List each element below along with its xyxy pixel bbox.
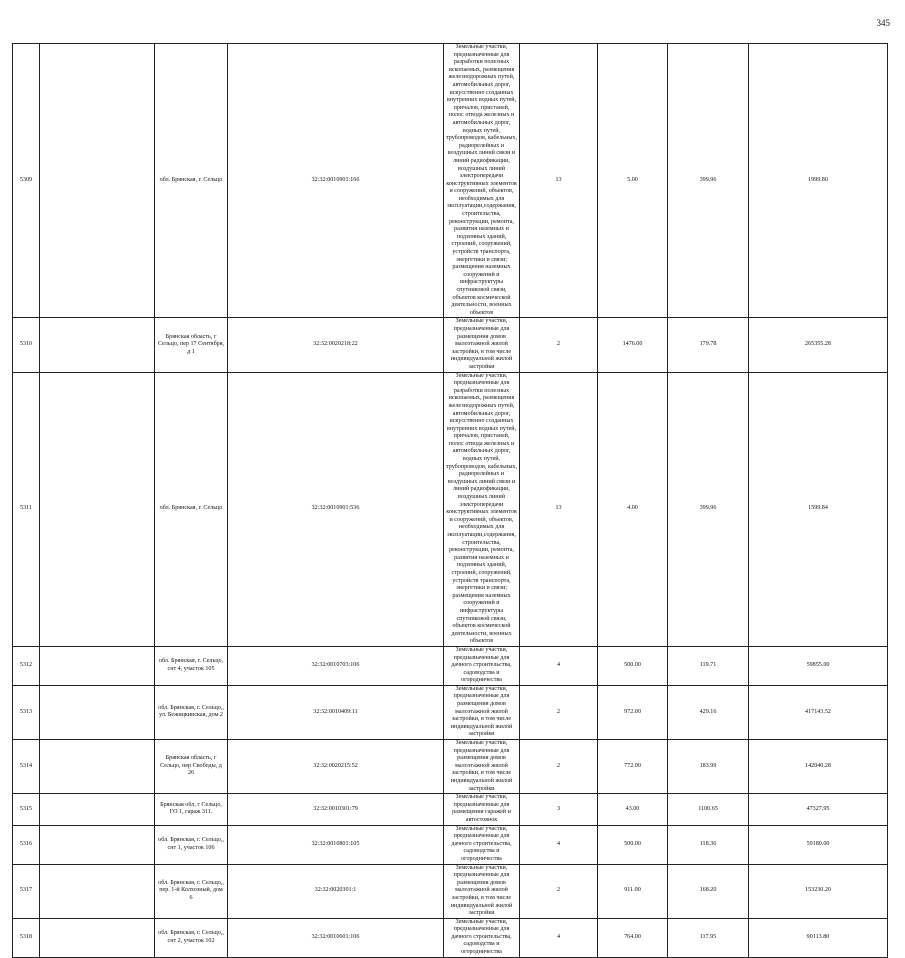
table-row bbox=[13, 685, 888, 739]
cell-number: 5310 bbox=[13, 318, 40, 372]
cell-area: 1476.00 bbox=[598, 318, 668, 372]
cell-group-code: 2 bbox=[520, 685, 598, 739]
table-row bbox=[13, 740, 888, 794]
cell-area: 5.00 bbox=[598, 44, 668, 318]
cell-address: Брянская область, г Сельцо, пер Свободы, д 26 bbox=[155, 740, 228, 794]
cell-land-purpose: Земельные участки, предназначенные для дачного строительства, садоводства и огородничества bbox=[444, 646, 520, 685]
cell-cadastral-value: 265355.28 bbox=[749, 318, 888, 372]
cell-specific-value: 118.36 bbox=[668, 825, 749, 864]
cell-specific-value: 117.95 bbox=[668, 918, 749, 957]
page-number: 345 bbox=[876, 18, 890, 28]
table-row bbox=[13, 318, 888, 372]
table-row bbox=[13, 864, 888, 918]
cell-group-code: 2 bbox=[520, 864, 598, 918]
cell-group-code: 4 bbox=[520, 825, 598, 864]
cell-land-purpose: Земельные участки, предназначенные для разработки полезных ископаемых, размещения железнодорожных путей, автомобильных дорог, искусственно созданных внутренних водных путей, причалов, пристаней, полос отвода железных и автомобильных дорог, водных путей, трубопроводов, кабельных, радиорелейных и воздушных линий связи и линий радиофикации, воздушных линий электропередачи конструктивных элементов и сооружений, объектов, необходимых для эксплуатации,содержания, строительства, реконструкции, ремонта, развития наземных и подземных зданий, строений, сооружений, устройств транспорта, энергетики и связи; размещения наземных сооружений и инфраструктуры спутниковой связи, объектов космической деятельности, военных объектов bbox=[444, 44, 520, 318]
cell-cadastral-value: 59855.00 bbox=[749, 646, 888, 685]
cell-number: 5318 bbox=[13, 918, 40, 957]
table-row bbox=[13, 44, 888, 318]
cell-address: обл. Брянская, г. Сельцо,, снт 2, участок 102 bbox=[155, 918, 228, 957]
cell-area: 764.00 bbox=[598, 918, 668, 957]
cell-specific-value: 183.99 bbox=[668, 740, 749, 794]
cell-blank bbox=[40, 646, 155, 685]
cell-area: 972.00 bbox=[598, 685, 668, 739]
cell-number: 5314 bbox=[13, 740, 40, 794]
cell-specific-value: 399.96 bbox=[668, 372, 749, 646]
cell-cadastral-value: 47327.95 bbox=[749, 794, 888, 825]
cell-group-code: 2 bbox=[520, 740, 598, 794]
cell-address: обл. Брянская, г. Сельцо bbox=[155, 372, 228, 646]
cell-area: 500.00 bbox=[598, 646, 668, 685]
table-row bbox=[13, 646, 888, 685]
cell-group-code: 2 bbox=[520, 318, 598, 372]
cell-specific-value: 429.16 bbox=[668, 685, 749, 739]
cell-land-purpose: Земельные участки, предназначенные для дачного строительства, садоводства и огородничества bbox=[444, 918, 520, 957]
cell-number: 5316 bbox=[13, 825, 40, 864]
cell-group-code: 13 bbox=[520, 372, 598, 646]
cell-land-purpose: Земельные участки, предназначенные для дачного строительства, садоводства и огородничества bbox=[444, 825, 520, 864]
cell-blank bbox=[40, 864, 155, 918]
cell-group-code: 4 bbox=[520, 918, 598, 957]
cell-land-purpose: Земельные участки, предназначенные для размещения домов малоэтажной жилой застройки, в том числе индивидуальной жилой застройки bbox=[444, 685, 520, 739]
cell-area: 500.00 bbox=[598, 825, 668, 864]
cell-number: 5311 bbox=[13, 372, 40, 646]
cell-cadastral-number: 32:32:0010601:106 bbox=[228, 918, 444, 957]
cell-cadastral-number: 32:32:0010409:11 bbox=[228, 685, 444, 739]
table-row bbox=[13, 794, 888, 825]
cell-specific-value: 179.78 bbox=[668, 318, 749, 372]
cell-cadastral-number: 32:32:0020301:1 bbox=[228, 864, 444, 918]
cell-blank bbox=[40, 794, 155, 825]
table-row bbox=[13, 372, 888, 646]
cell-group-code: 4 bbox=[520, 646, 598, 685]
cell-cadastral-value: 1999.80 bbox=[749, 44, 888, 318]
cell-address: обл. Брянская, г. Сельцо,, пер. 1-й Колхозный, дом 6 bbox=[155, 864, 228, 918]
cell-blank bbox=[40, 740, 155, 794]
cell-land-purpose: Земельные участки, предназначенные для размещения домов малоэтажной жилой застройки, в том числе индивидуальной жилой застройки bbox=[444, 740, 520, 794]
cell-cadastral-number: 32:32:0010703:106 bbox=[228, 646, 444, 685]
cell-number: 5312 bbox=[13, 646, 40, 685]
cell-specific-value: 168.20 bbox=[668, 864, 749, 918]
cell-blank bbox=[40, 44, 155, 318]
cell-specific-value: 1100.65 bbox=[668, 794, 749, 825]
cell-blank bbox=[40, 825, 155, 864]
table-row bbox=[13, 825, 888, 864]
cell-address: обл. Брянская, г. Сельцо, снт 4, участок 105 bbox=[155, 646, 228, 685]
cell-cadastral-number: 32:32:0010801:105 bbox=[228, 825, 444, 864]
cell-address: обл. Брянская, г. Сельцо,, снт 1, участок 106 bbox=[155, 825, 228, 864]
cell-land-purpose: Земельные участки, предназначенные для размещения гаражей и автостоянок bbox=[444, 794, 520, 825]
cell-address: обл. Брянская, г. Сельцо bbox=[155, 44, 228, 318]
cell-specific-value: 119.71 bbox=[668, 646, 749, 685]
cell-cadastral-value: 153230.20 bbox=[749, 864, 888, 918]
table-body bbox=[13, 44, 888, 958]
cell-cadastral-value: 59180.00 bbox=[749, 825, 888, 864]
cell-blank bbox=[40, 318, 155, 372]
table-row bbox=[13, 918, 888, 957]
cell-cadastral-value: 417143.52 bbox=[749, 685, 888, 739]
cell-cadastral-value: 142040.28 bbox=[749, 740, 888, 794]
cell-number: 5313 bbox=[13, 685, 40, 739]
cell-group-code: 13 bbox=[520, 44, 598, 318]
cell-address: Брянская область, г Сельцо, пер 17 Сентября, д 1 bbox=[155, 318, 228, 372]
cell-cadastral-value: 1599.84 bbox=[749, 372, 888, 646]
cell-number: 5315 bbox=[13, 794, 40, 825]
cell-group-code: 3 bbox=[520, 794, 598, 825]
cell-number: 5317 bbox=[13, 864, 40, 918]
cell-land-purpose: Земельные участки, предназначенные для размещения домов малоэтажной жилой застройки, в том числе индивидуальной жилой застройки bbox=[444, 318, 520, 372]
cell-area: 43.00 bbox=[598, 794, 668, 825]
cell-address: Брянская обл, г Сельцо, ГО 1, гараж 311. bbox=[155, 794, 228, 825]
cell-area: 911.00 bbox=[598, 864, 668, 918]
cell-cadastral-number: 32:32:0010301:79 bbox=[228, 794, 444, 825]
cell-cadastral-value: 90113.80 bbox=[749, 918, 888, 957]
cell-blank bbox=[40, 372, 155, 646]
cell-number: 5309 bbox=[13, 44, 40, 318]
cell-cadastral-number: 32:32:0020215:52 bbox=[228, 740, 444, 794]
cell-area: 4.00 bbox=[598, 372, 668, 646]
cell-cadastral-number: 32:32:0010901:536 bbox=[228, 372, 444, 646]
land-registry-table bbox=[12, 43, 888, 958]
cell-land-purpose: Земельные участки, предназначенные для размещения домов малоэтажной жилой застройки, в том числе индивидуальной жилой застройки bbox=[444, 864, 520, 918]
cell-cadastral-number: 32:32:0020218:22 bbox=[228, 318, 444, 372]
cell-cadastral-number: 32:32:0010901:166 bbox=[228, 44, 444, 318]
cell-specific-value: 399.96 bbox=[668, 44, 749, 318]
cell-area: 772.00 bbox=[598, 740, 668, 794]
cell-address: обл. Брянская, г. Сельцо,, ул. Бежицкинская, дом 2 bbox=[155, 685, 228, 739]
cell-blank bbox=[40, 918, 155, 957]
cell-blank bbox=[40, 685, 155, 739]
cell-land-purpose: Земельные участки, предназначенные для разработки полезных ископаемых, размещения железнодорожных путей, автомобильных дорог, искусственно созданных внутренних водных путей, причалов, пристаней, полос отвода железных и автомобильных дорог, водных путей, трубопроводов, кабельных, радиорелейных и воздушных линий связи и линий радиофикации, воздушных линий электропередачи конструктивных элементов и сооружений, объектов, необходимых для эксплуатации,содержания, строительства, реконструкции, ремонта, развития наземных и подземных зданий, строений, сооружений, устройств транспорта, энергетики и связи; размещения наземных сооружений и инфраструктуры спутниковой связи, объектов космической деятельности, военных объектов bbox=[444, 372, 520, 646]
